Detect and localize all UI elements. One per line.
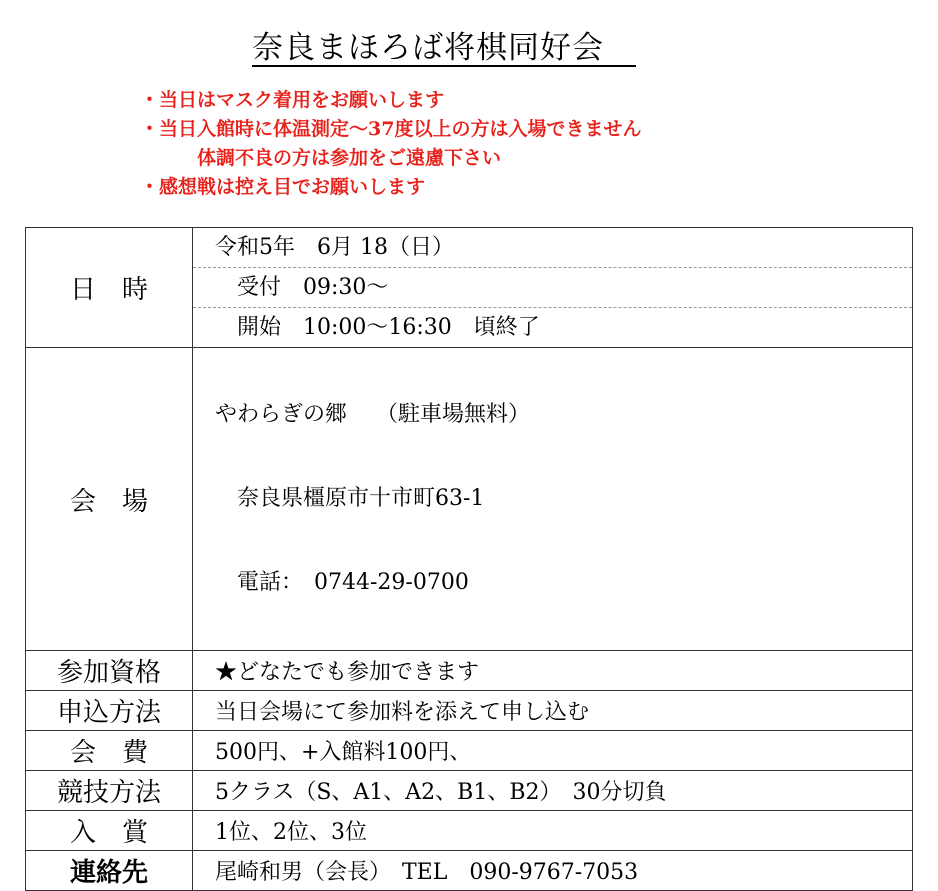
application-label: 申込方法	[26, 691, 193, 731]
table-row-fee	[26, 731, 913, 771]
table-row-datetime	[26, 228, 913, 348]
event-info-table	[25, 227, 913, 891]
contact-label: 連絡先	[26, 851, 193, 891]
table-row-venue	[26, 348, 913, 651]
venue-address: 奈良県橿原市十市町63-1	[215, 486, 485, 511]
notice-unwell: 体調不良の方は参加をご遠慮下さい	[140, 147, 502, 169]
format-value: 5クラス（S、A1、A2、B1、B2） 30分切負	[193, 771, 913, 811]
application-value: 当日会場にて参加料を添えて申し込む	[193, 691, 913, 731]
prizes-label: 入 賞	[26, 811, 193, 851]
notice-list	[140, 86, 641, 202]
table-row-contact	[26, 851, 913, 891]
datetime-label: 日 時	[26, 228, 193, 348]
venue-label: 会 場	[26, 348, 193, 651]
contact-value: 尾崎和男（会長） TEL 090-9767-7053	[193, 851, 913, 891]
prizes-value: 1位、2位、3位	[193, 811, 913, 851]
datetime-value	[193, 228, 913, 348]
fee-value: 500円、+入館料100円、	[193, 731, 913, 771]
eligibility-label: 参加資格	[26, 651, 193, 691]
format-label: 競技方法	[26, 771, 193, 811]
notice-mask: ・当日はマスク着用をお願いします	[140, 89, 445, 111]
start-end-time: 開始 10:00～16:30 頃終了	[193, 307, 912, 347]
notice-temperature: ・当日入館時に体温測定～37度以上の方は入場できません	[140, 118, 642, 140]
page-title: 奈良まほろば将棋同好会	[252, 30, 636, 66]
venue-value	[193, 348, 913, 651]
table-row-application	[26, 691, 913, 731]
reception-time: 受付 09:30～	[193, 267, 912, 307]
eligibility-value: ★どなたでも参加できます	[193, 651, 913, 691]
table-row-format	[26, 771, 913, 811]
venue-phone: 電話： 0744-29-0700	[215, 570, 469, 595]
event-date: 令和5年 6月 18（日）	[215, 235, 454, 260]
fee-label: 会 費	[26, 731, 193, 771]
venue-name: やわらぎの郷 （駐車場無料）	[215, 402, 530, 427]
table-row-eligibility	[26, 651, 913, 691]
table-row-prizes	[26, 811, 913, 851]
notice-review: ・感想戦は控え目でお願いします	[140, 176, 426, 198]
